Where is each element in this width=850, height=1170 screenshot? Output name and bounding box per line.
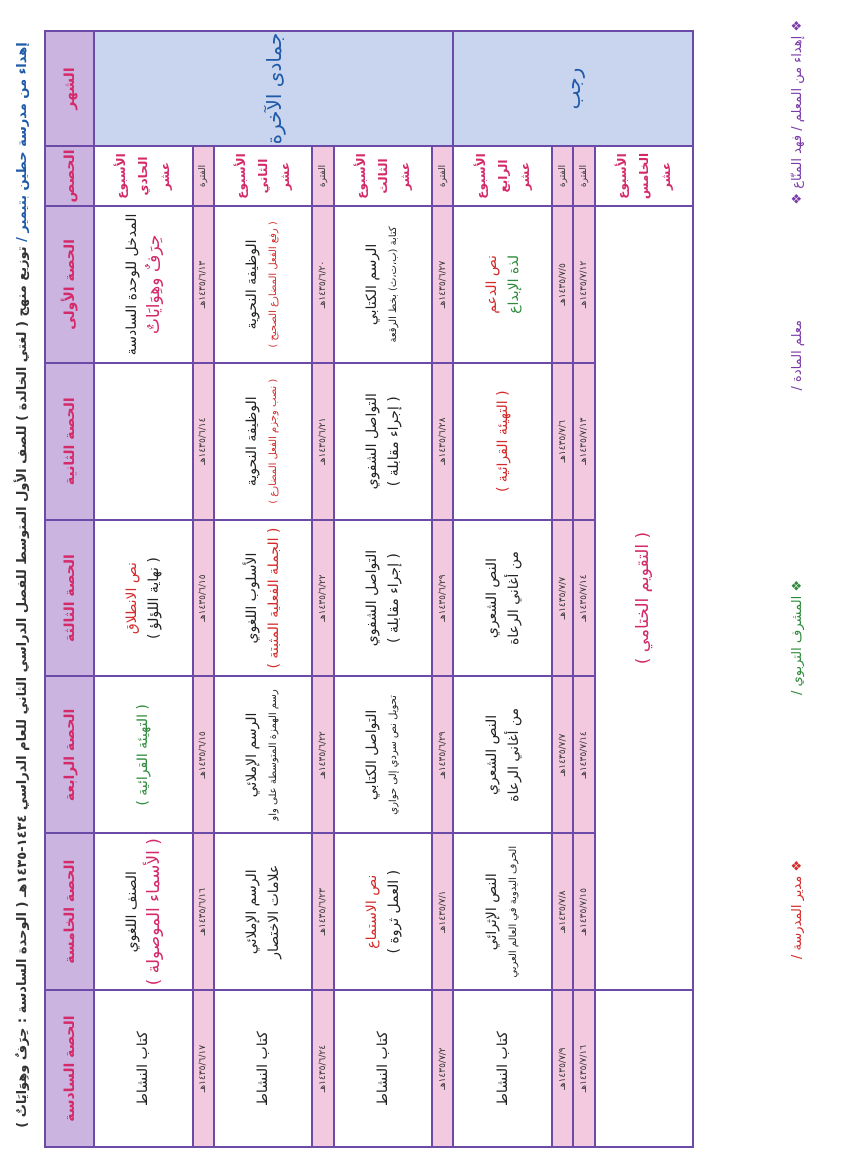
date-cell: ١٤٣٥/٧/٢هـ <box>432 990 453 1147</box>
lesson-cell: الوظيفة النحوية ( رفع الفعل المضارع الصحيح ) <box>214 206 312 363</box>
page-header <box>10 20 36 1150</box>
header-title: توزيع منهج ( لغتي الخالدة ) للصف الأول المتوسط للفصل الدراسي الثاني للعام الدراسي ١٤٣٤-١٤٣٥هـ ( الوحدة السادسة : حِرَفٌ وهِوَايَاتٌ ) <box>15 246 30 1128</box>
date-cell: ١٤٣٥/٧/١٦هـ <box>573 990 594 1147</box>
dates-row <box>193 31 214 1147</box>
date-cell: ١٤٣٥/٦/١٧هـ <box>193 990 214 1147</box>
dates-row <box>312 31 333 1147</box>
lesson-cell: النص الشعري من أغاني الرعاة <box>453 676 551 833</box>
date-cell: ١٤٣٥/٧/٦هـ <box>552 363 573 520</box>
lesson-cell: الرسم الكتابي كتابة (ب،ت،ث) بخط الرقعة <box>334 206 432 363</box>
lesson-cell: ( التهيئة القرائية ) <box>453 363 551 520</box>
lesson-cell-merged <box>94 363 192 520</box>
date-cell: ١٤٣٥/٧/٧هـ <box>552 676 573 833</box>
week-label: الأسبوع الحادي عشر <box>94 146 192 206</box>
month-cell <box>453 31 693 146</box>
lesson-cell: نص الاستماع ( العمل ثروة ) <box>334 833 432 990</box>
lesson-cell: كتاب النشاط <box>453 990 551 1147</box>
faqra-label: الفترة <box>432 146 453 206</box>
lesson-cell: نص الانطلاق ( نهاية اللؤلؤ ) <box>94 520 192 677</box>
faqra-label: الفترة <box>193 146 214 206</box>
lesson-cell-empty <box>595 990 693 1147</box>
col-p6: الحصة السادسة <box>45 990 94 1147</box>
header-row <box>45 31 94 1147</box>
lesson-cell: الرسم الإملائي رسم الهمزة المتوسطة على واو <box>214 676 312 833</box>
date-cell: ١٤٣٥/٧/٥هـ <box>552 206 573 363</box>
faqra-label: الفترة <box>552 146 573 206</box>
faqra-label: الفترة <box>573 146 594 206</box>
date-cell: ١٤٣٥/٦/٢٤هـ <box>312 990 333 1147</box>
date-cell: ١٤٣٥/٦/٢١هـ <box>312 363 333 520</box>
header-school: إهداء من مدرسة حطين بتيمير / <box>15 42 30 242</box>
date-cell: ١٤٣٥/٧/١٣هـ <box>573 363 594 520</box>
month-label: جمادى الآخرة <box>261 32 286 145</box>
table-row <box>453 31 551 1147</box>
date-cell: ١٤٣٥/٦/٢٩هـ <box>432 676 453 833</box>
col-p3: الحصة الثالثة <box>45 520 94 677</box>
lesson-cell: النص الشعري من أغاني الرعاة <box>453 520 551 677</box>
table-row <box>94 31 192 1147</box>
date-cell: ١٤٣٥/٦/٢٠هـ <box>312 206 333 363</box>
week-label: الأسبوع الرابع عشر <box>453 146 551 206</box>
date-cell: ١٤٣٥/٧/١٢هـ <box>573 206 594 363</box>
date-cell: ١٤٣٥/٧/١٤هـ <box>573 520 594 677</box>
dates-row <box>552 31 573 1147</box>
month-cell <box>94 31 453 146</box>
lesson-cell: ( التهيئة القرائية ) <box>94 676 192 833</box>
date-cell: ١٤٣٥/٦/١٥هـ <box>193 520 214 677</box>
date-cell: ١٤٣٥/٧/١٤هـ <box>573 676 594 833</box>
final-evaluation-cell: ( التقويم الختامي ) <box>595 206 693 990</box>
footer-subject-teacher: معلم المادة / <box>790 320 805 391</box>
date-cell: ١٤٣٥/٦/٢٢هـ <box>312 520 333 677</box>
dates-row <box>573 31 594 1147</box>
table-row <box>334 31 432 1147</box>
lesson-cell: الوظيفة النحوية ( نصب وجزم الفعل المضارع ) <box>214 363 312 520</box>
date-cell: ١٤٣٥/٦/١٤هـ <box>193 363 214 520</box>
date-cell: ١٤٣٥/٦/٢٨هـ <box>432 363 453 520</box>
month-label: رجب <box>561 67 586 110</box>
date-cell: ١٤٣٥/٦/٢٧هـ <box>432 206 453 363</box>
lesson-cell: كتاب النشاط <box>334 990 432 1147</box>
col-p5: الحصة الخامسة <box>45 833 94 990</box>
date-cell: ١٤٣٥/٧/١هـ <box>432 833 453 990</box>
lesson-cell: التواصل الشفوي ( إجراء مقابلة ) <box>334 363 432 520</box>
date-cell: ١٤٣٥/٦/٢٩هـ <box>432 520 453 677</box>
dates-row <box>432 31 453 1147</box>
col-p4: الحصة الرابعة <box>45 676 94 833</box>
lesson-cell: التواصل الشفوي ( إجراء مقابلة ) <box>334 520 432 677</box>
date-cell: ١٤٣٥/٧/٨هـ <box>552 833 573 990</box>
date-cell: ١٤٣٥/٧/٧هـ <box>552 520 573 677</box>
date-cell: ١٤٣٥/٦/١٥هـ <box>193 676 214 833</box>
col-p1: الحصة الأولى <box>45 206 94 363</box>
date-cell: ١٤٣٥/٧/٩هـ <box>552 990 573 1147</box>
lesson-cell: نص الدعم لذة الإبداع <box>453 206 551 363</box>
lesson-cell: الصنف اللغوي ( الأسماء الموصولة ) <box>94 833 192 990</box>
date-cell: ١٤٣٥/٦/١٦هـ <box>193 833 214 990</box>
week-label: الأسبوع الثاني عشر <box>214 146 312 206</box>
col-month: الشهر <box>45 31 94 146</box>
lesson-cell: التواصل الكتابي تحويل نص سردي إلى حواري <box>334 676 432 833</box>
footer-supervisor: ❖ المشرف التربوي / <box>790 580 805 695</box>
page-footer <box>790 20 820 1150</box>
footer-teacher-gift: ❖ إهداء من المعلم / فهد المنّاع ❖ <box>790 20 805 205</box>
lesson-cell: الأسلوب اللغوي ( الجملة الفعلية المثبتة ) <box>214 520 312 677</box>
curriculum-table <box>44 30 694 1148</box>
table-row <box>214 31 312 1147</box>
footer-principal: ❖ مدير المدرسة / <box>790 860 805 960</box>
lesson-cell: كتاب النشاط <box>94 990 192 1147</box>
table-row <box>595 31 693 1147</box>
faqra-label: الفترة <box>312 146 333 206</box>
date-cell: ١٤٣٥/٦/٢٣هـ <box>312 833 333 990</box>
date-cell: ١٤٣٥/٧/١٥هـ <box>573 833 594 990</box>
col-periods: الحصص <box>45 146 94 206</box>
week-label: الأسبوع الثالث عشر <box>334 146 432 206</box>
date-cell: ١٤٣٥/٦/١٣هـ <box>193 206 214 363</box>
col-p2: الحصة الثانية <box>45 363 94 520</box>
week-label: الأسبوع الخامس عشر <box>595 146 693 206</box>
lesson-cell: المدخل للوحدة السادسة حِرَفٌ وهِوَايَاتٌ <box>94 206 192 363</box>
date-cell: ١٤٣٥/٦/٢٢هـ <box>312 676 333 833</box>
lesson-cell: النص الإثرائي الحرف اليدوية في العالم العربي <box>453 833 551 990</box>
lesson-cell: الرسم الإملائي علامات الاختصار <box>214 833 312 990</box>
lesson-cell: كتاب النشاط <box>214 990 312 1147</box>
